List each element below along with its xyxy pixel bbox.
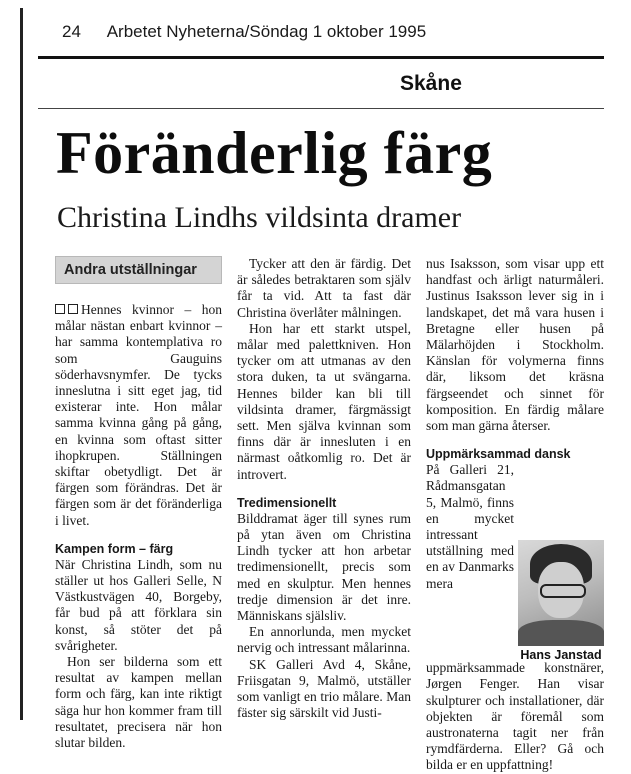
square-bullet-icon [55,304,65,314]
scan-margin-line [20,8,23,720]
article-column-3 [426,256,604,774]
paragraph: SK Galleri Avd 4, Skåne, Friisgatan 9, Malmö, utställer som vanligt en trio målare. Man fäster sig särskilt vid Justi- [237,656,411,721]
lead-paragraph: Hennes kvinnor – hon målar nästan enbart kvinnor – har samma kontemplativa ro som Gauguins söderhavsnymfer. De tycks inneslutna i sitt eget jag, tid existerar inte. Hon målar samma kvinna gång på gång, en kvinna som oftast sitter ihopkrupen. Ställningen skiftar obetydligt. Det är färgen som förändras. Det är färgen som är det föränderliga i livet. [55,302,222,528]
subheadline: Christina Lindhs vildsinta dramer [57,201,462,234]
article-column-2 [237,256,411,721]
byline-photo [518,540,604,686]
page-number: 24 [62,22,81,41]
author-portrait [518,540,604,646]
paragraph: På Galleri 21, Rådmansgatan 5, Malmö, finns en mycket intressant utställning med en av Danmarks mera uppmärksammade konstnärer, Jørgen Fenger. Han visar skulpturer och installationer, där objekten är föremål som austronaterna tagit ner från rymdfärderna. Eller? Gå och bilda er en uppfattning! [426,462,604,773]
section-rule [38,108,604,109]
headline: Föränderlig färg [56,120,493,186]
section-label: Skåne [400,72,462,95]
paragraph: En annorlunda, men mycket nervig och intressant målarinna. [237,624,411,656]
publication-dateline: Arbetet Nyheterna/Söndag 1 oktober 1995 [106,22,427,41]
paragraph: Bilddramat äger till synes rum på ytan även om Christina Lindh tycker att hon arbetar tredimensionellt, precis som med en skulptur. Men hennes tredje dimension är det inre. Människans själsliv. [237,510,411,624]
paragraph: När Christina Lindh, som nu ställer ut hos Galleri Selle, N Västkustvägen 40, Borgeby, får bud på att förklara sin konst, så stöter det på svårigheter. [55,556,222,653]
paragraph: Hon ser bilderna som ett resultat av kampen mellan form och färg, kan inte riktigt säga hur hon kommer fram till resultatet, precisera när hon slutar bilden. [55,654,222,751]
paragraph: nus Isaksson, som visar upp ett handfast och ärligt naturmåleri. Justinus Isaksson lever sig in i landskapet, det må vara husen i Bretagne eller husen på Mälarhöjden i Stockholm. Känslan för volymerna finns där, liksom det kräsna färgseendet och sinnet för komposition. En färdig målare som man gärna återser. [426,256,604,434]
subheading-uppmarksammad: Uppmärksammad dansk [426,447,571,462]
paragraph: Tycker att den är färdig. Det är således betraktaren som själv får ta vid. Att ta fast där Christina överlåter målningen. [237,256,411,320]
page-header [62,22,426,42]
article-column-1 [55,256,222,751]
subheading-tredimensionellt: Tredimensionellt [237,495,337,510]
kicker-label: Andra utställningar [55,256,222,284]
paragraph: Hon har ett starkt utspel, målar med palettkniven. Hon tycker om att utmanas av den stora duken, ta ut svängarna. Hennes bilder kan bli till vildsinta dramer, färgmässigt sett. Men själva kvinnan som finns där är innesluten i en närmast oåtkomlig ro. Det är introvert. [237,320,411,482]
subheading-kampen: Kampen form – färg [55,541,174,556]
header-rule [38,56,604,59]
square-bullet-icon [68,304,78,314]
author-name: Hans Janstad [520,648,602,662]
